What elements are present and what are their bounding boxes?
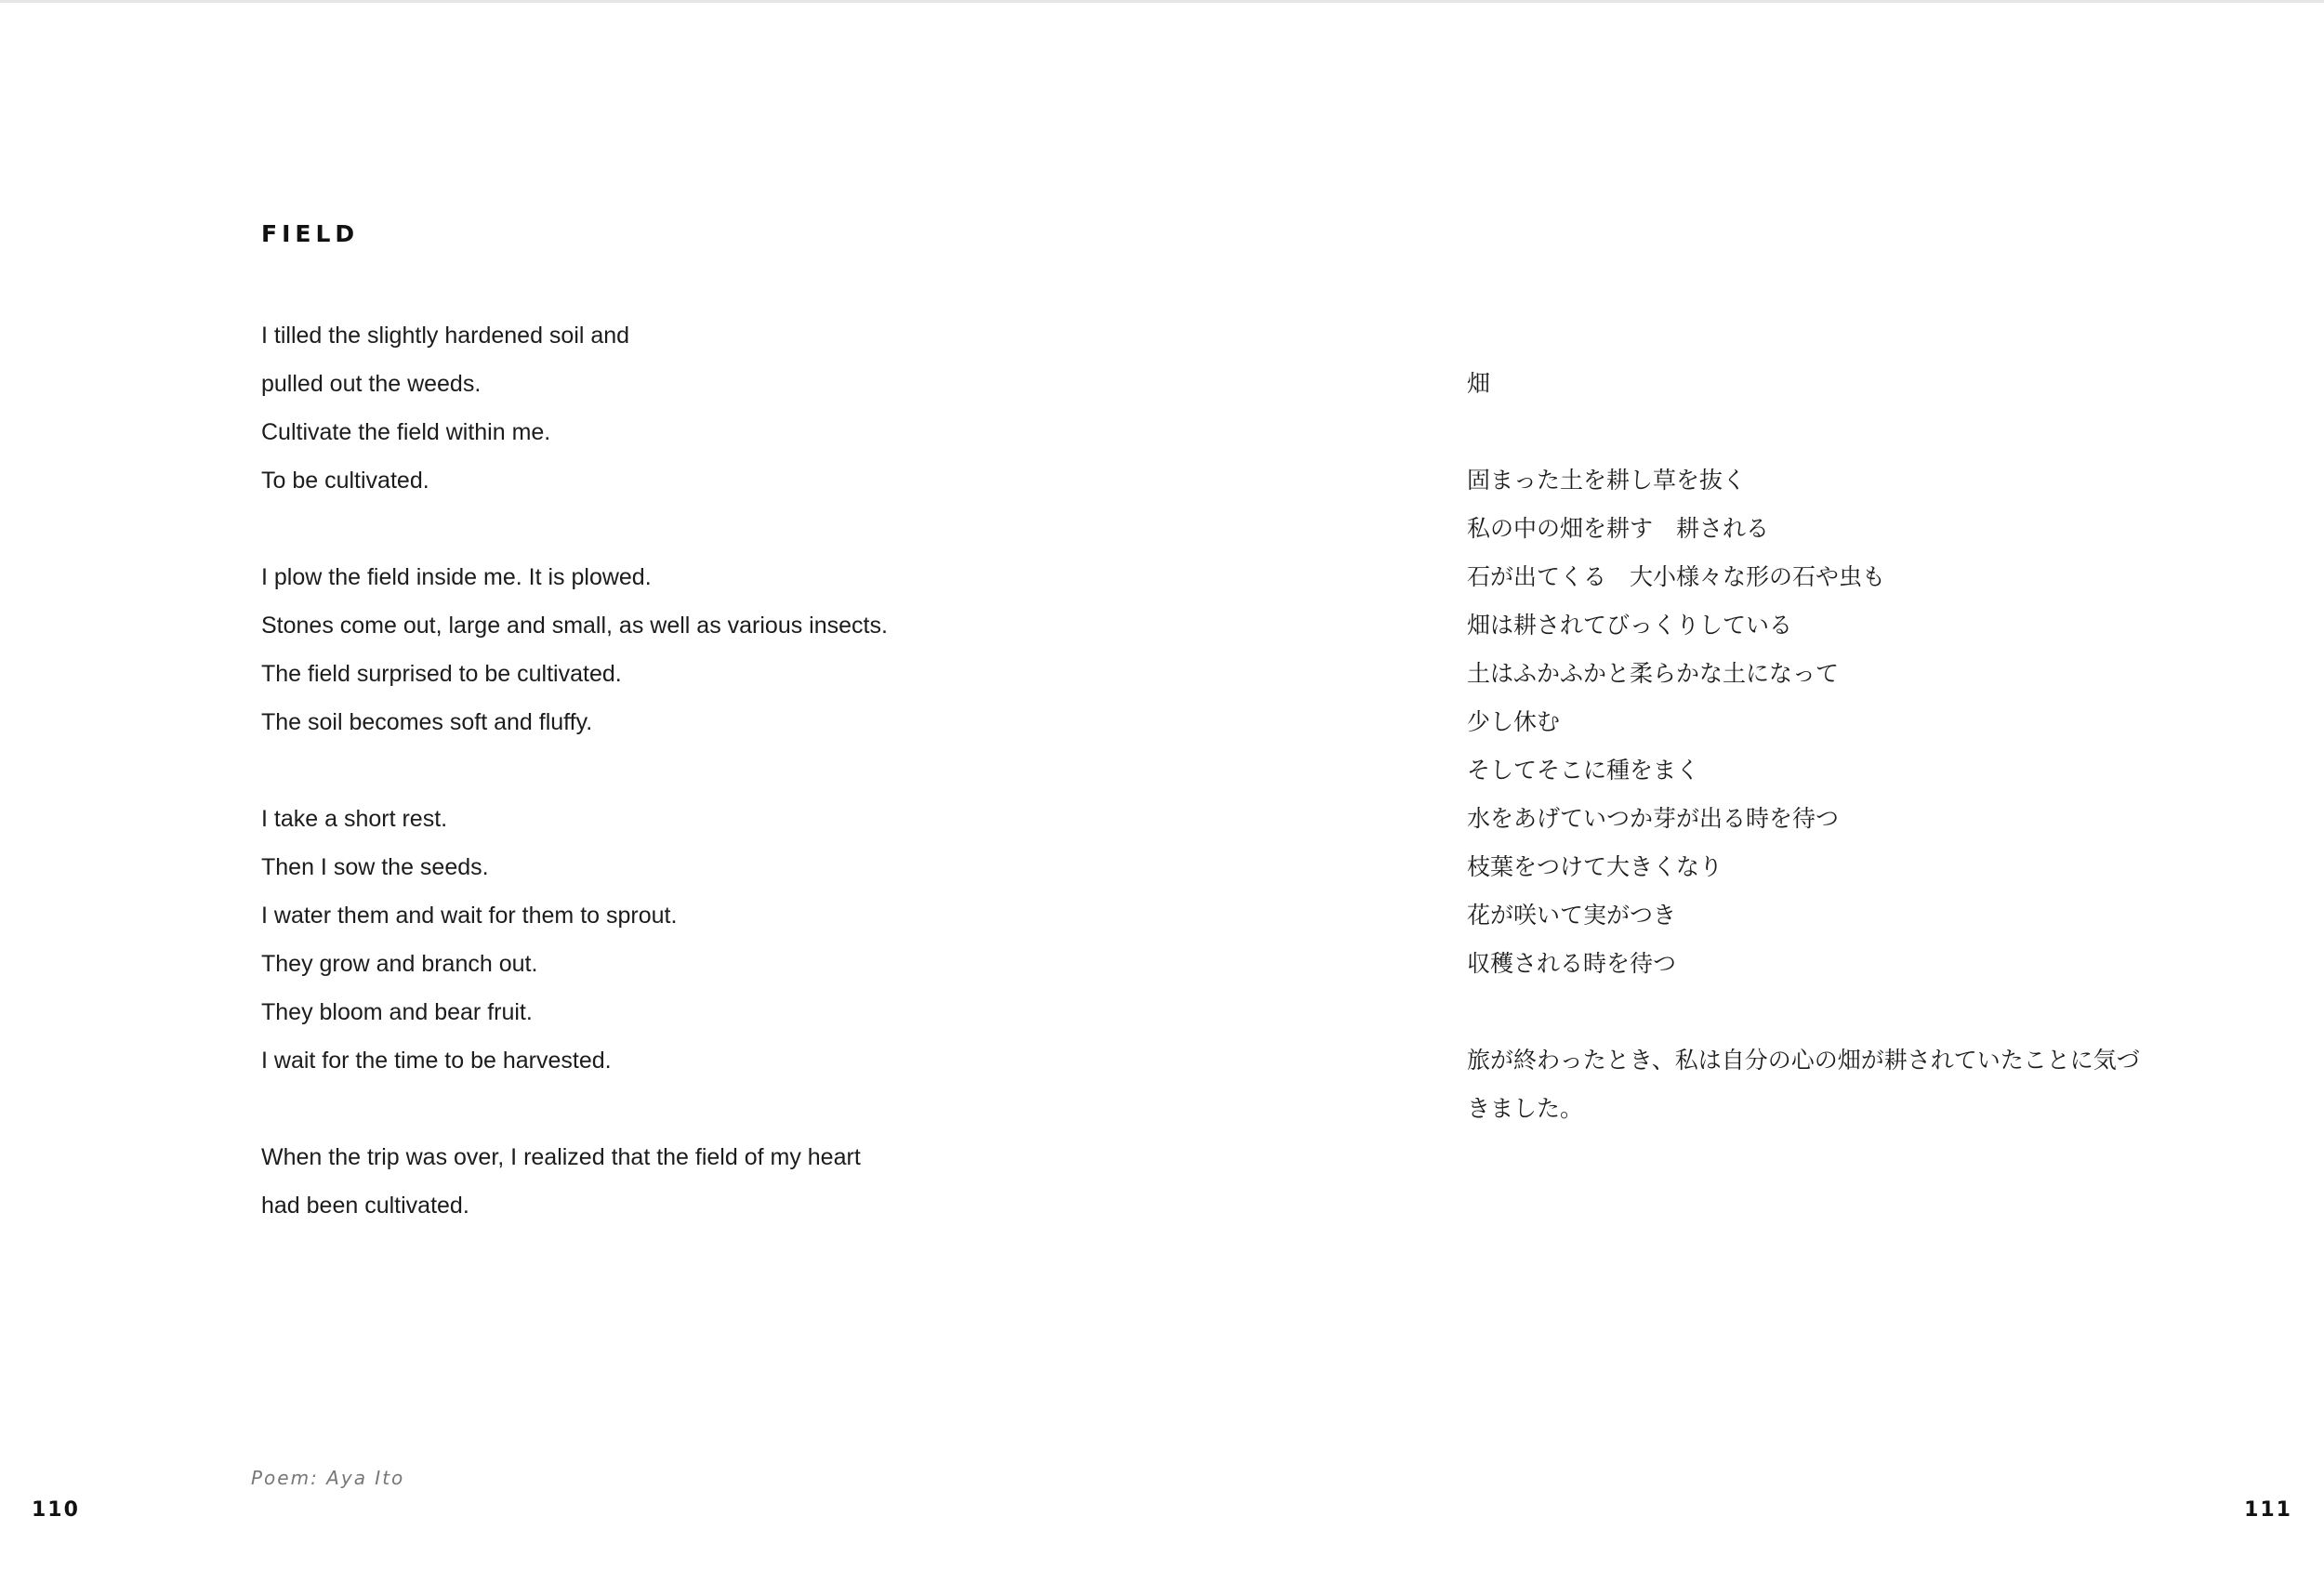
poem-line: I plow the field inside me. It is plowed. [261, 564, 652, 590]
poem-line: I wait for the time to be harvested. [261, 1048, 612, 1074]
poem-line: 石が出てくる 大小様々な形の石や虫も [1467, 563, 1886, 590]
stanza-gap [261, 505, 888, 553]
poem-line: I tilled the slightly hardened soil and [261, 323, 630, 349]
poem-line: The soil becomes soft and fluffy. [261, 709, 593, 735]
poem-line: They bloom and bear fruit. [261, 999, 533, 1025]
poem-line: 畑 [1467, 370, 1491, 397]
poem-line: 旅が終わったとき、私は自分の心の畑が耕されていたことに気づ [1467, 1047, 2140, 1074]
poem-line: 花が咲いて実がつき [1467, 902, 1677, 929]
poem-line: The field surprised to be cultivated. [261, 661, 622, 687]
poem-line: きました。 [1467, 1095, 1584, 1122]
stanza-gap [1467, 988, 2140, 1036]
stanza-gap [1467, 408, 2140, 456]
poem-line: had been cultivated. [261, 1193, 469, 1219]
poem-line: pulled out the weeds. [261, 371, 482, 397]
poem-line: 私の中の畑を耕す 耕される [1467, 515, 1770, 542]
poem-line: To be cultivated. [261, 468, 429, 494]
page-number-left: 110 [32, 1498, 80, 1522]
stanza-gap [261, 1085, 888, 1133]
poem-line: 収穫される時を待つ [1467, 950, 1677, 977]
poem-line: 固まった土を耕し草を抜く [1467, 467, 1747, 494]
english-poem [261, 311, 888, 1230]
stanza-gap [261, 746, 888, 795]
japanese-poem [1467, 360, 2140, 1133]
page-number-right: 111 [2244, 1498, 2292, 1522]
poem-line: 枝葉をつけて大きくなり [1467, 853, 1723, 880]
poem-line: When the trip was over, I realized that the field of my heart [261, 1144, 861, 1170]
poem-line: そしてそこに種をまく [1467, 757, 1700, 784]
poem-line: Then I sow the seeds. [261, 854, 489, 880]
poem-line: 土はふかふかと柔らかな土になって [1467, 660, 1840, 687]
poem-line: 水をあげていつか芽が出る時を待つ [1467, 805, 1840, 832]
poem-line: Stones come out, large and small, as well as various insects. [261, 613, 888, 639]
poem-line: I take a short rest. [261, 806, 448, 832]
poem-credit: Poem: Aya Ito [251, 1467, 405, 1489]
poem-line: They grow and branch out. [261, 951, 538, 977]
poem-line: I water them and wait for them to sprout. [261, 903, 678, 929]
poem-line: 畑は耕されてびっくりしている [1467, 612, 1793, 639]
poem-line: 少し休む [1467, 708, 1561, 735]
poem-line: Cultivate the field within me. [261, 419, 551, 445]
poem-title: FIELD [261, 220, 360, 247]
